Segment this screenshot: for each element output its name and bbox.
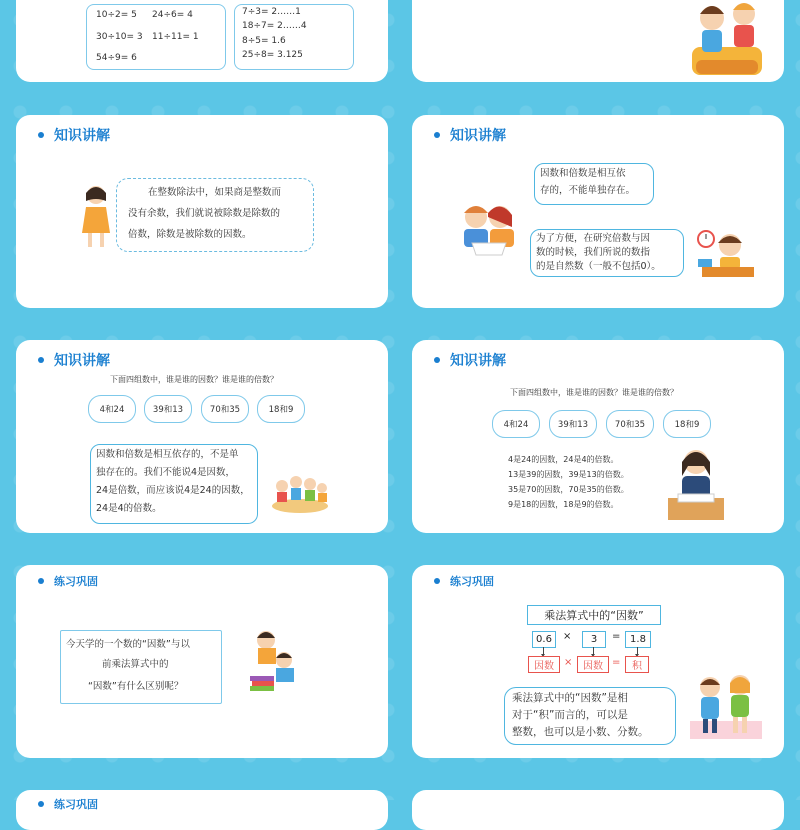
bullet-dot bbox=[38, 132, 44, 138]
factor-a-value: 0.6 bbox=[532, 631, 556, 648]
answer-line: 35是70的因数，70是35的倍数。 bbox=[508, 485, 629, 494]
bubble-line: 存的，不能单独存在。 bbox=[540, 185, 636, 196]
bubble-line: 的是自然数（一般不包括0）。 bbox=[536, 261, 661, 272]
number-pair-pill[interactable]: 18和9 bbox=[663, 410, 711, 438]
boy-and-girl-illustration bbox=[690, 673, 762, 739]
slide-title bbox=[434, 350, 506, 370]
number-pair-pill[interactable]: 4和24 bbox=[88, 395, 136, 423]
bullet-dot bbox=[434, 132, 440, 138]
bubble-line: 数的时候，我们所说的数指 bbox=[536, 247, 651, 258]
slide-knowledge-3[interactable] bbox=[16, 340, 388, 533]
question-text: 下面四组数中，谁是谁的因数？谁是谁的倍数？ bbox=[110, 375, 278, 384]
equation: 54÷9= 6 bbox=[96, 53, 137, 63]
slide-practice-3[interactable] bbox=[16, 790, 388, 830]
equation: 24÷6= 4 bbox=[152, 10, 193, 20]
slide-title-text: 练习巩固 bbox=[450, 575, 494, 588]
down-arrow-icon bbox=[593, 647, 594, 655]
number-pair-pill[interactable]: 4和24 bbox=[492, 410, 540, 438]
slide-division-examples[interactable] bbox=[16, 0, 388, 82]
heading-box: 乘法算式中的“因数” bbox=[527, 605, 661, 625]
explanation-line: 因数和倍数是相互依存的，不是单 bbox=[96, 449, 239, 460]
equals-operator: = bbox=[612, 657, 621, 668]
equation: 7÷3= 2……1 bbox=[242, 7, 301, 17]
answer-line: 4是24的因数，24是4的倍数。 bbox=[508, 455, 619, 464]
explanation-line: 24是倍数，而应该说4是24的因数， bbox=[96, 485, 250, 496]
equals-operator: = bbox=[612, 631, 621, 642]
factor-label: 因数 bbox=[577, 656, 609, 673]
bullet-dot bbox=[38, 578, 44, 584]
question-text: 下面四组数中，谁是谁的因数？谁是谁的倍数？ bbox=[510, 388, 678, 397]
times-operator: × bbox=[564, 657, 573, 668]
slide-next[interactable] bbox=[412, 790, 784, 830]
bullet-dot bbox=[434, 578, 440, 584]
number-pair-pill[interactable]: 70和35 bbox=[201, 395, 249, 423]
girl-at-desk-illustration bbox=[696, 227, 758, 283]
definition-line: 在整数除法中，如果商是整数而 bbox=[148, 187, 282, 198]
definition-line: 没有余数，我们就说被除数是除数的 bbox=[128, 208, 281, 219]
slide-title-text: 练习巩固 bbox=[54, 798, 98, 811]
explanation-line: 乘法算式中的“因数”是相 bbox=[512, 692, 628, 704]
question-line: 今天学的一个数的“因数”与以 bbox=[66, 639, 190, 650]
question-line: “因数”有什么区别呢？ bbox=[88, 681, 184, 692]
factor-label: 因数 bbox=[528, 656, 560, 673]
number-pair-pill[interactable]: 70和35 bbox=[606, 410, 654, 438]
bullet-dot bbox=[434, 357, 440, 363]
down-arrow-icon bbox=[543, 647, 544, 655]
slide-title-text: 知识讲解 bbox=[450, 128, 506, 144]
product-label: 积 bbox=[625, 656, 649, 673]
product-value: 1.8 bbox=[625, 631, 651, 648]
slide-title bbox=[434, 125, 506, 145]
answer-line: 13是39的因数，39是13的倍数。 bbox=[508, 470, 629, 479]
number-pair-pill[interactable]: 18和9 bbox=[257, 395, 305, 423]
girl-studying-illustration bbox=[664, 446, 728, 522]
kids-reading-books-illustration bbox=[246, 628, 306, 694]
slide-knowledge-1[interactable] bbox=[16, 115, 388, 308]
slide-knowledge-4[interactable] bbox=[412, 340, 784, 533]
equation: 25÷8= 3.125 bbox=[242, 50, 303, 60]
slide-title-text: 知识讲解 bbox=[54, 128, 110, 144]
slide-title bbox=[38, 125, 110, 145]
factor-b-value: 3 bbox=[582, 631, 606, 648]
slide-practice-1[interactable] bbox=[16, 565, 388, 758]
slide-title bbox=[434, 573, 494, 589]
equation: 10÷2= 5 bbox=[96, 10, 137, 20]
equation: 11÷11= 1 bbox=[152, 32, 199, 42]
down-arrow-icon bbox=[637, 647, 638, 655]
slide-knowledge-2[interactable] bbox=[412, 115, 784, 308]
number-pair-pill[interactable]: 39和13 bbox=[144, 395, 192, 423]
slide-title-text: 知识讲解 bbox=[450, 353, 506, 369]
slide-title-text: 知识讲解 bbox=[54, 353, 110, 369]
answer-line: 9是18的因数，18是9的倍数。 bbox=[508, 500, 619, 509]
slide-title bbox=[38, 573, 98, 589]
explanation-line: 整数，也可以是小数、分数。 bbox=[512, 726, 649, 738]
bullet-dot bbox=[38, 801, 44, 807]
bubble-line: 为了方便，在研究倍数与因 bbox=[536, 233, 651, 244]
explanation-line: 24是4的倍数。 bbox=[96, 503, 162, 514]
equation: 8÷5= 1.6 bbox=[242, 36, 286, 46]
kids-group-illustration bbox=[270, 468, 330, 514]
bubble-line: 因数和倍数是相互依 bbox=[540, 168, 626, 179]
girl-walking-illustration bbox=[78, 183, 118, 253]
number-pair-pill[interactable]: 39和13 bbox=[549, 410, 597, 438]
question-line: 前乘法算式中的 bbox=[102, 659, 169, 670]
slide-title bbox=[38, 350, 110, 370]
children-reading-illustration bbox=[456, 199, 522, 259]
slide-title-text: 练习巩固 bbox=[54, 575, 98, 588]
kids-sitting-illustration bbox=[682, 0, 782, 82]
slide-title bbox=[38, 796, 98, 812]
equation: 30÷10= 3 bbox=[96, 32, 143, 42]
equation: 18÷7= 2……4 bbox=[242, 21, 307, 31]
bullet-dot bbox=[38, 357, 44, 363]
definition-line: 倍数，除数是被除数的因数。 bbox=[128, 229, 252, 240]
slide-kids-illustration[interactable] bbox=[412, 0, 784, 82]
explanation-line: 独存在的。我们不能说4是因数， bbox=[96, 467, 236, 478]
slide-practice-2[interactable] bbox=[412, 565, 784, 758]
times-operator: × bbox=[563, 631, 572, 642]
explanation-line: 对于“积”而言的，可以是 bbox=[512, 709, 628, 721]
